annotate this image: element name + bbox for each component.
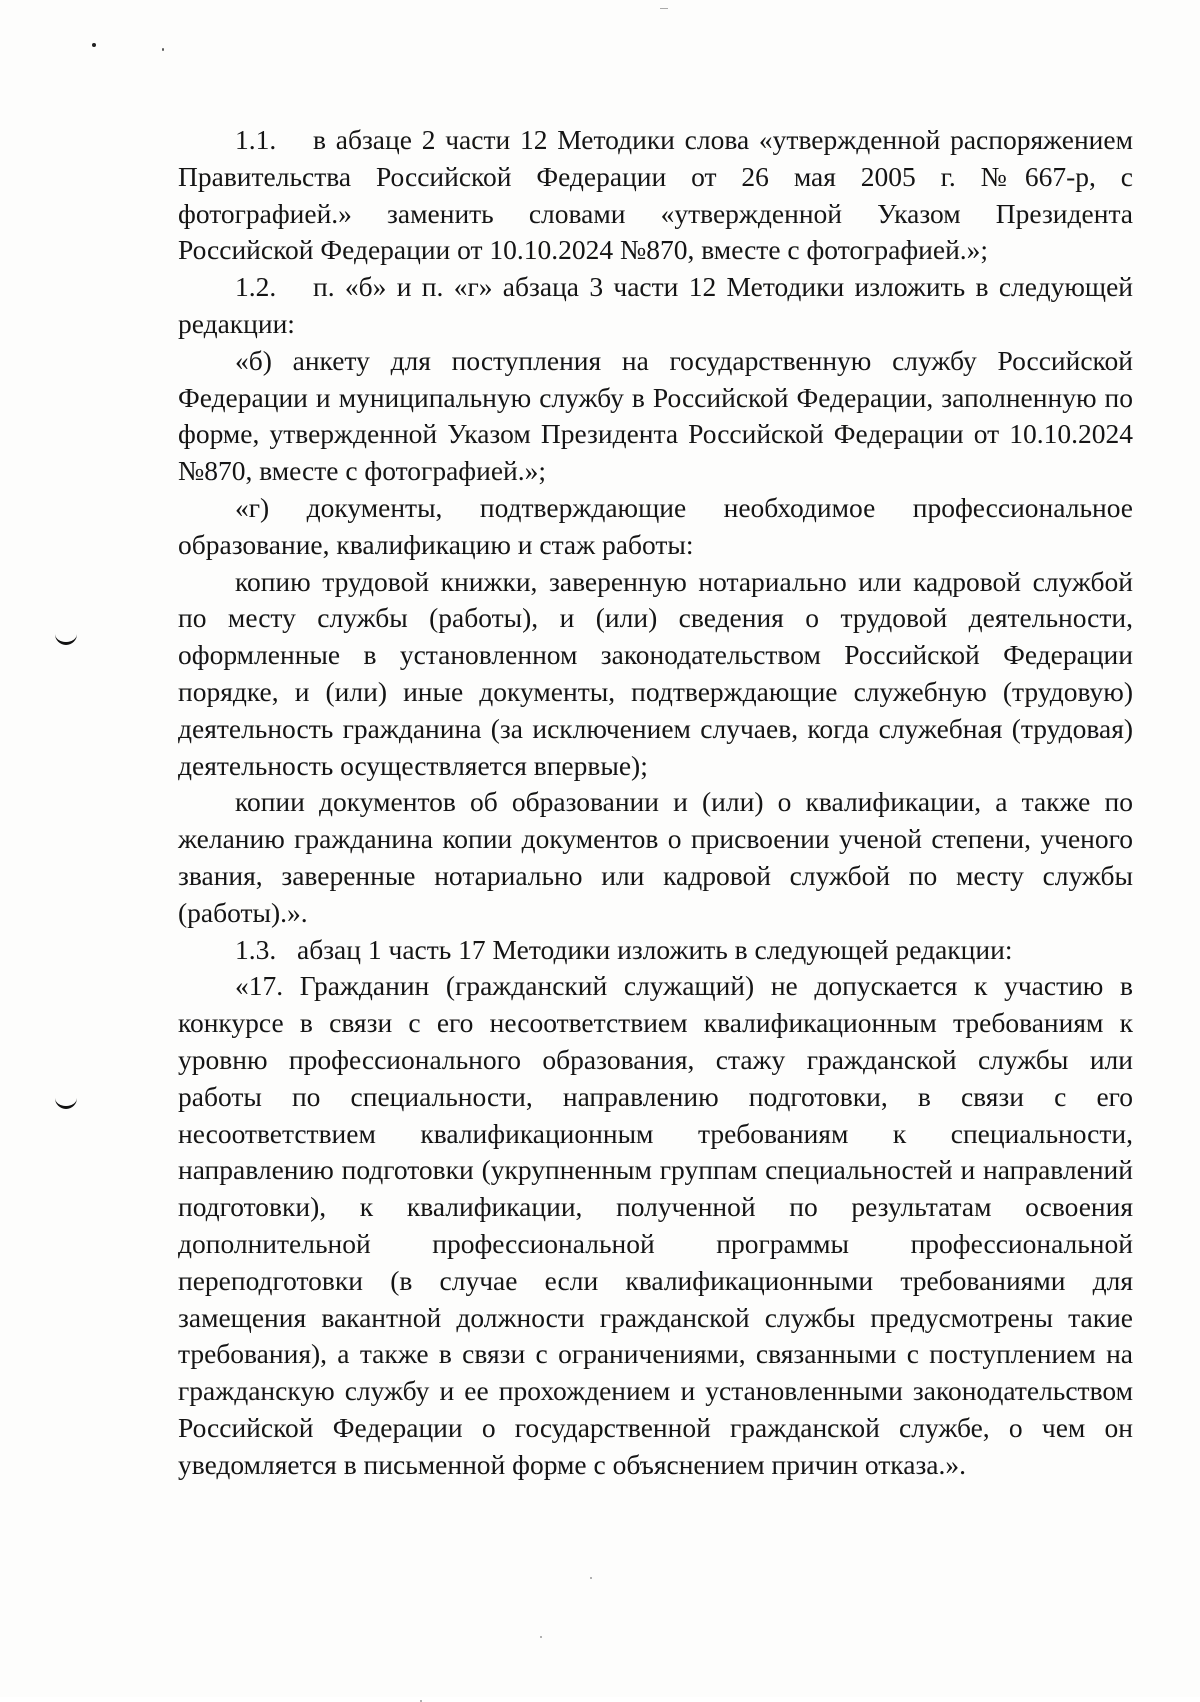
- paragraph-b: «б) анкету для поступления на государственную службу Российской Федерации и муниципальную службу в Российской Федерации, заполненную по форме, утвержденной Указом Президента Российской Федерации от 10.10.2024 №870, вместе с фотографией.»;: [178, 344, 1133, 487]
- scan-speck: [162, 48, 164, 51]
- paragraph-text: п. «б» и п. «г» абзаца 3 части 12 Методики изложить в следующей редакции:: [178, 271, 1133, 339]
- scan-speck: [92, 43, 96, 47]
- paragraph-g: «г) документы, подтверждающие необходимое профессиональное образование, квалификацию и стаж работы:: [178, 491, 1133, 560]
- scan-speck: [590, 1577, 592, 1579]
- scan-speck: [660, 8, 668, 9]
- item-number: 1.3.: [235, 933, 277, 965]
- item-number: 1.1.: [235, 124, 277, 155]
- paragraph-education-docs: копии документов об образовании и (или) о квалификации, а также по желанию гражданина копии документов о присвоении ученой степени, ученого звания, заверенные нотариально или кадровой службой по месту службы (работы).».: [178, 786, 1133, 928]
- paragraph-labor-book: копию трудовой книжки, заверенную нотариально или кадровой службой по месту службы (работы), и (или) сведения о трудовой деятельности, оформленные в установленном законодательством Российской Федерации порядке, и (или) иные документы, подтверждающие служебную (трудовую) деятельность гражданина (за исключением случаев, когда служебная (трудовая) деятельность осуществляется впервые);: [178, 565, 1133, 781]
- item-number: 1.2.: [235, 271, 277, 303]
- paragraph-1-2: [178, 269, 1133, 343]
- paragraph-17: «17. Гражданин (гражданский служащий) не допускается к участию в конкурсе в связи с его несоответствием квалификационным требованиям к уровню профессионального образования, стажу гражданской службы или работы по специальности, направлению подготовки, в связи с его несоответствием квалификационным требованиям к специальности, направлению подготовки (укрупненным группам специальностей и направлений подготовки), к квалификации, полученной по результатам освоения дополнительной профессиональной программы профессиональной переподготовки (в случае если квалификационными требованиями для замещения вакантной должности гражданской службы предусмотрены такие требования), а также в связи с ограничениями, связанными с поступлением на гражданскую службу и ее прохождением и установленными законодательством Российской Федерации о государственной гражданской службе, о чем он уведомляется в письменной форме с объяснением причин отказа.».: [178, 970, 1133, 1480]
- paragraph-text: в абзаце 2 части 12 Методики слова «утвержденной распоряжением Правительства Российской Федерации от 26 мая 2005 г. №667-р, с фотографией.» заменить словами «утвержденной Указом Президента Российской Федерации от 10.10.2024 №870, вместе с фотографией.»;: [178, 124, 1133, 266]
- paragraph-text: абзац 1 часть 17 Методики изложить в следующей редакции:: [297, 933, 1013, 965]
- scan-speck: [540, 1636, 542, 1638]
- binding-hole-mark: [55, 632, 77, 645]
- binding-hole-mark: [55, 1096, 77, 1109]
- paragraph-1-3: [178, 932, 1133, 969]
- paragraph-1-1: [178, 122, 1133, 269]
- document-body: [178, 122, 1133, 1483]
